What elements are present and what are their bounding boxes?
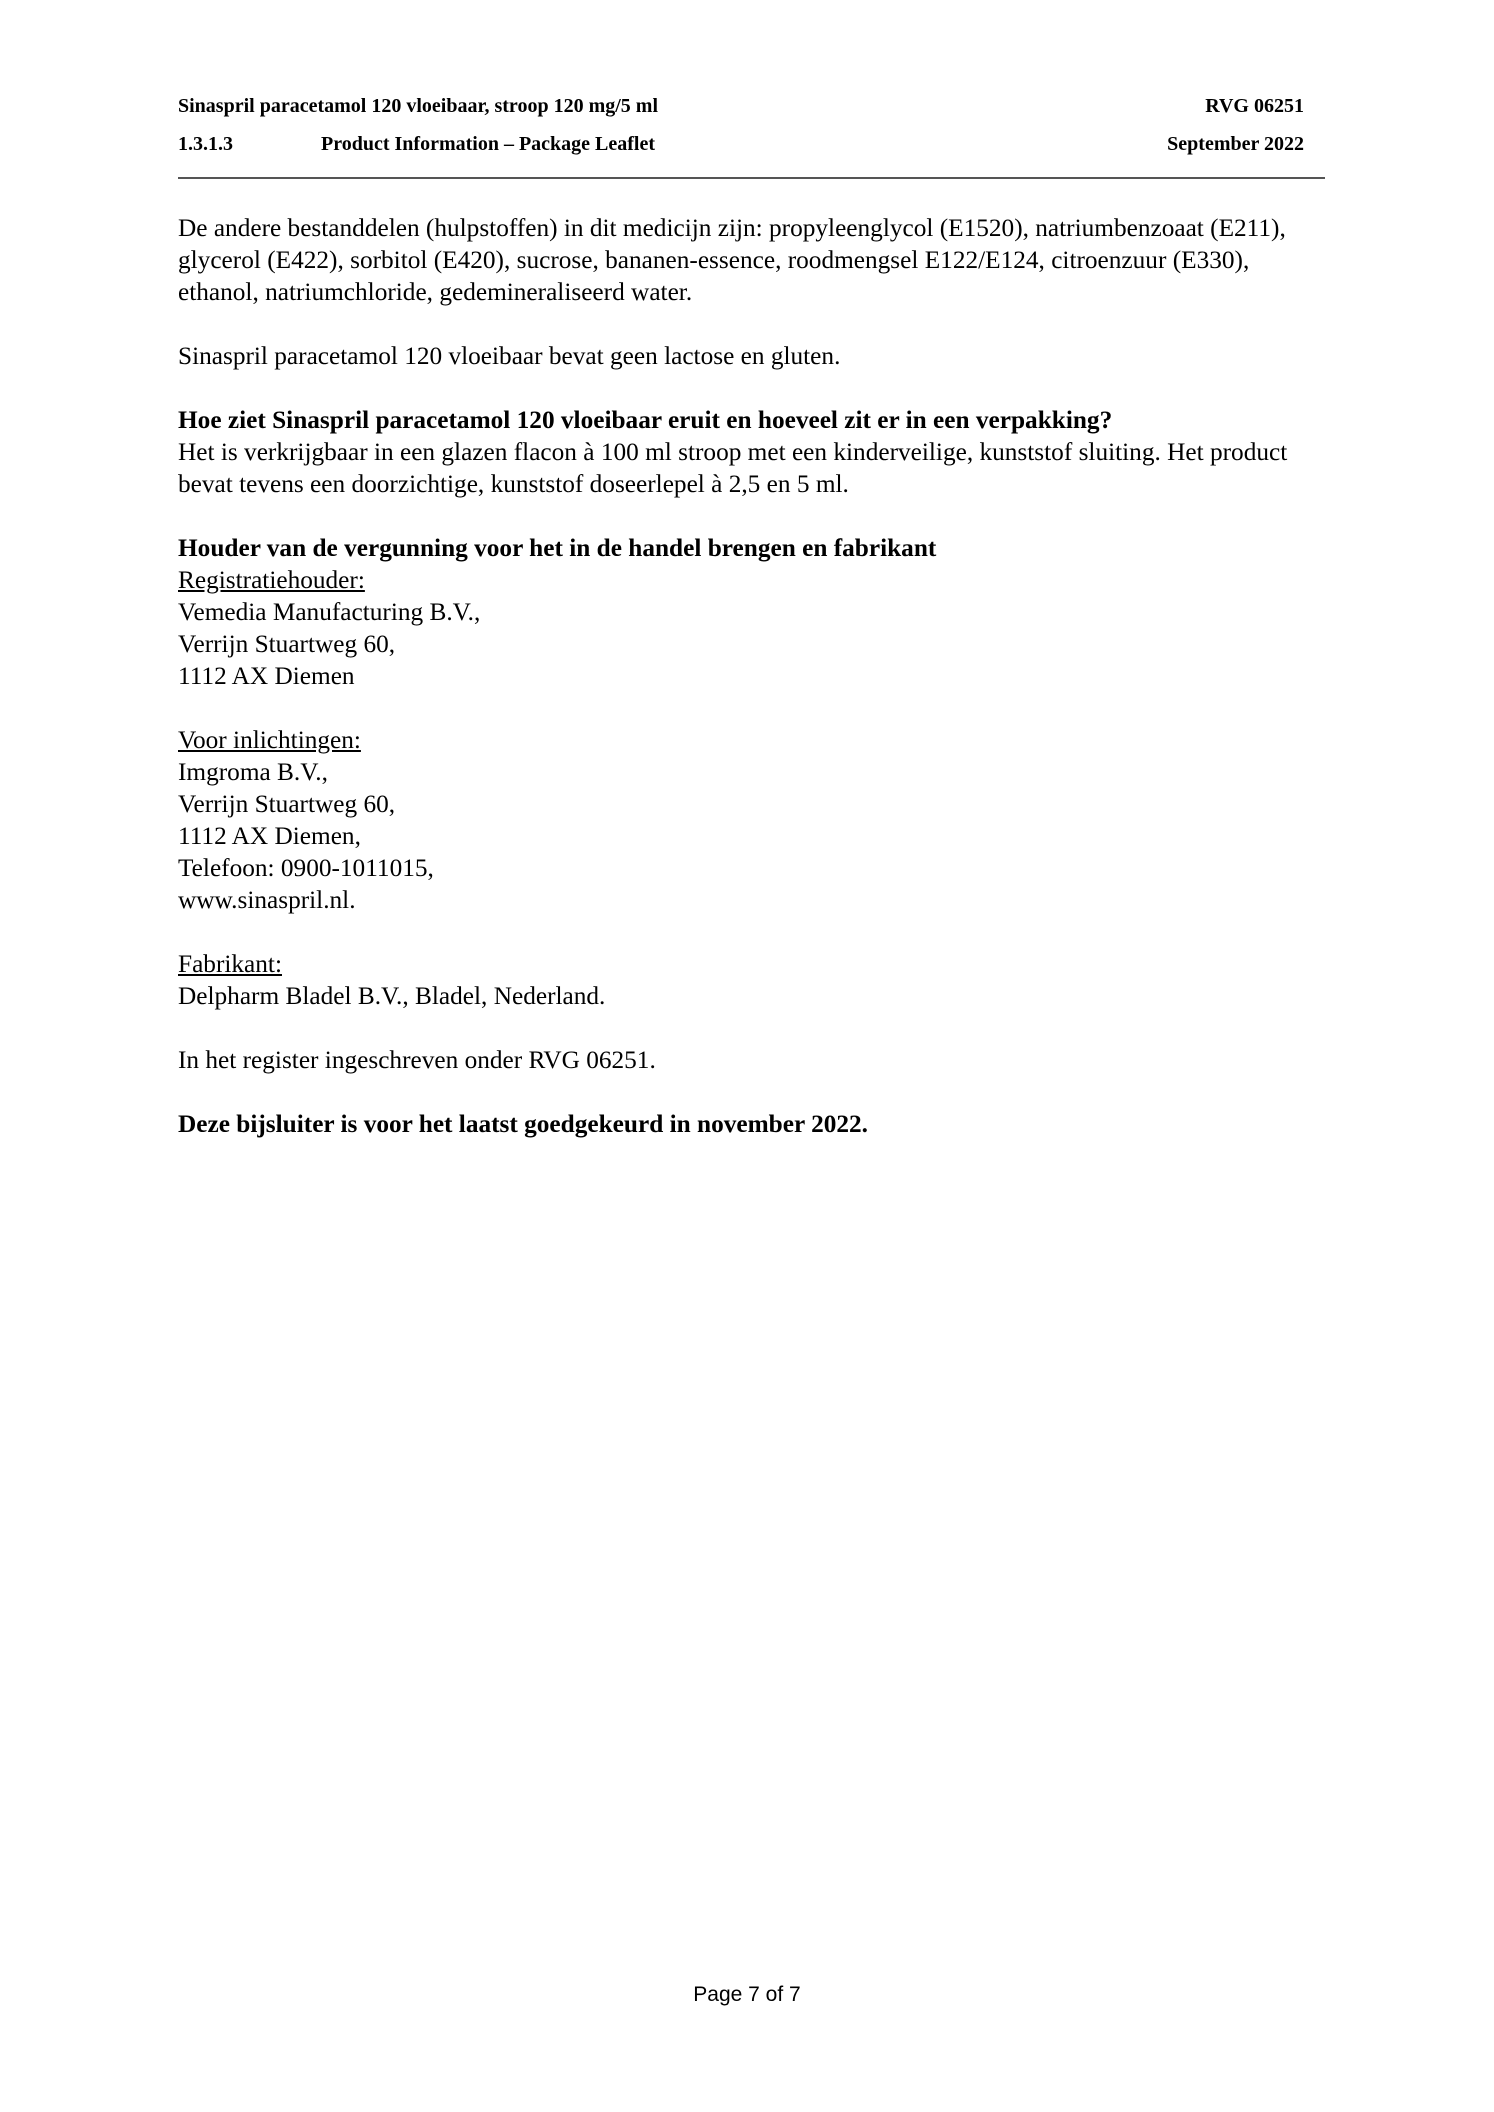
header-row-bottom — [178, 130, 1304, 168]
information-line: 1112 AX Diemen, — [178, 822, 361, 850]
manufacturer-section — [178, 948, 1310, 1012]
information-line: Verrijn Stuartweg 60, — [178, 790, 396, 818]
information-section — [178, 724, 1310, 916]
appearance-section — [178, 404, 1310, 500]
holder-section — [178, 532, 1310, 692]
registration-line: 1112 AX Diemen — [178, 662, 355, 690]
appearance-heading: Hoe ziet Sinaspril paracetamol 120 vloeibaar eruit en hoeveel zit er in een verpakking? — [178, 406, 1113, 434]
lactose-gluten-paragraph: Sinaspril paracetamol 120 vloeibaar bevat geen lactose en gluten. — [178, 342, 841, 370]
section-number: 1.3.1.3 — [178, 133, 233, 155]
registration-label: Registratiehouder: — [178, 566, 365, 594]
information-label: Voor inlichtingen: — [178, 726, 361, 754]
registration-line: Vemedia Manufacturing B.V., — [178, 598, 481, 626]
header-divider — [178, 177, 1325, 179]
manufacturer-label: Fabrikant: — [178, 950, 282, 978]
rvg-number: RVG 06251 — [1205, 95, 1304, 117]
manufacturer-line: Delpharm Bladel B.V., Bladel, Nederland. — [178, 982, 606, 1010]
excipients-paragraph: De andere bestanddelen (hulpstoffen) in dit medicijn zijn: propyleenglycol (E1520), natriumbenzoaat (E211), glycerol (E422), sorbitol (E420), sucrose, bananen-essence, roodmengsel E122/E124, citroenzuur (E330), ethanol, natriumchloride, gedemineraliseerd water. — [178, 214, 1286, 306]
register-paragraph: In het register ingeschreven onder RVG 06251. — [178, 1046, 656, 1074]
appearance-text: Het is verkrijgbaar in een glazen flacon à 100 ml stroop met een kinderveilige, kunststof sluiting. Het product bevat tevens een doorzichtige, kunststof doseerlepel à 2,5 en 5 ml. — [178, 438, 1288, 498]
holder-heading: Houder van de vergunning voor het in de handel brengen en fabrikant — [178, 534, 937, 562]
leaflet-content — [178, 212, 1310, 1172]
document-title: Sinaspril paracetamol 120 vloeibaar, stroop 120 mg/5 ml — [178, 95, 658, 117]
section-title: Product Information – Package Leaflet — [321, 133, 656, 155]
header-date: September 2022 — [1167, 133, 1304, 155]
information-line: Telefoon: 0900-1011015, — [178, 854, 434, 882]
page-header — [178, 92, 1304, 168]
information-line: www.sinaspril.nl. — [178, 886, 356, 914]
header-row-top — [178, 92, 1304, 130]
approval-paragraph: Deze bijsluiter is voor het laatst goedgekeurd in november 2022. — [178, 1110, 868, 1138]
page-number: Page 7 of 7 — [693, 1983, 801, 2006]
registration-line: Verrijn Stuartweg 60, — [178, 630, 396, 658]
information-line: Imgroma B.V., — [178, 758, 328, 786]
